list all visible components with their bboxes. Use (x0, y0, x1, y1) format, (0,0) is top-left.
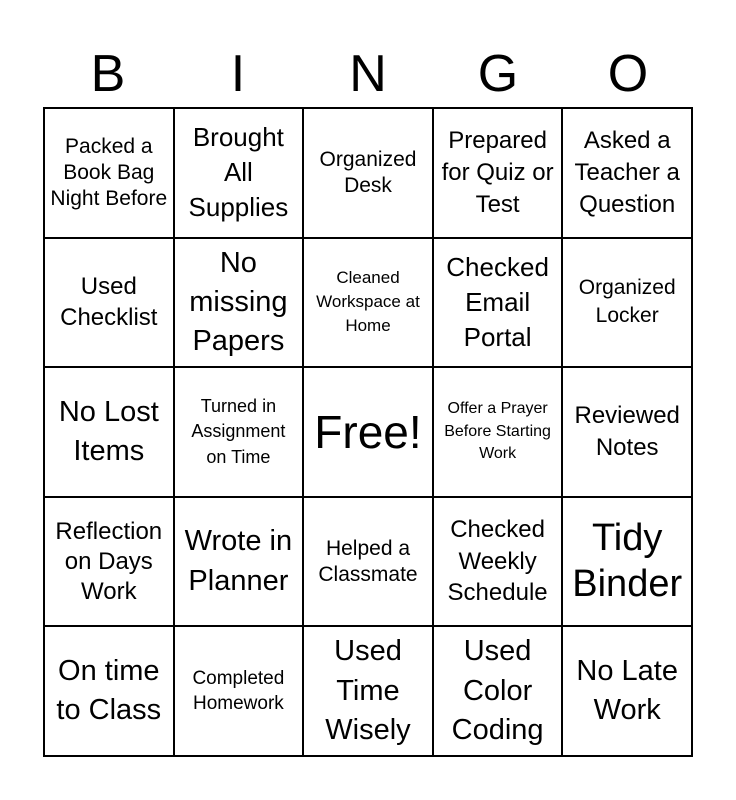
bingo-cell[interactable]: No Late Work (562, 626, 692, 756)
header-letter-b: B (90, 45, 126, 103)
bingo-cell[interactable]: Offer a Prayer Before Starting Work (433, 367, 563, 497)
bingo-cell[interactable]: Reflection on Days Work (44, 497, 174, 627)
bingo-cell[interactable]: Asked a Teacher a Question (562, 108, 692, 238)
bingo-cell[interactable]: Reviewed Notes (562, 367, 692, 497)
header-letter-o: O (607, 45, 649, 103)
header-letter-n: N (349, 45, 387, 103)
bingo-cell[interactable]: Helped a Classmate (303, 497, 433, 627)
bingo-cell[interactable]: Packed a Book Bag Night Before (44, 108, 174, 238)
bingo-cell[interactable]: Checked Email Portal (433, 238, 563, 368)
bingo-cell[interactable]: Wrote in Planner (174, 497, 304, 627)
bingo-cell[interactable]: Completed Homework (174, 626, 304, 756)
header-letter-i: I (230, 45, 246, 103)
bingo-cell[interactable]: Cleaned Workspace at Home (303, 238, 433, 368)
bingo-cell[interactable]: Turned in Assignment on Time (174, 367, 304, 497)
bingo-cell[interactable]: Tidy Binder (562, 497, 692, 627)
bingo-cell[interactable]: Used Color Coding (433, 626, 563, 756)
bingo-cell[interactable]: Checked Weekly Schedule (433, 497, 563, 627)
bingo-header (43, 40, 693, 108)
bingo-cell[interactable]: No missing Papers (174, 238, 304, 368)
bingo-cell[interactable]: Organized Desk (303, 108, 433, 238)
bingo-cell[interactable]: On time to Class (44, 626, 174, 756)
bingo-cell[interactable]: No Lost Items (44, 367, 174, 497)
bingo-cell[interactable]: Used Checklist (44, 238, 174, 368)
bingo-card (43, 107, 693, 757)
bingo-cell[interactable]: Organized Locker (562, 238, 692, 368)
bingo-cell[interactable]: Used Time Wisely (303, 626, 433, 756)
bingo-cell[interactable]: Prepared for Quiz or Test (433, 108, 563, 238)
bingo-cell[interactable]: Brought All Supplies (174, 108, 304, 238)
header-letter-g: G (477, 45, 519, 103)
free-space[interactable]: Free! (303, 367, 433, 497)
